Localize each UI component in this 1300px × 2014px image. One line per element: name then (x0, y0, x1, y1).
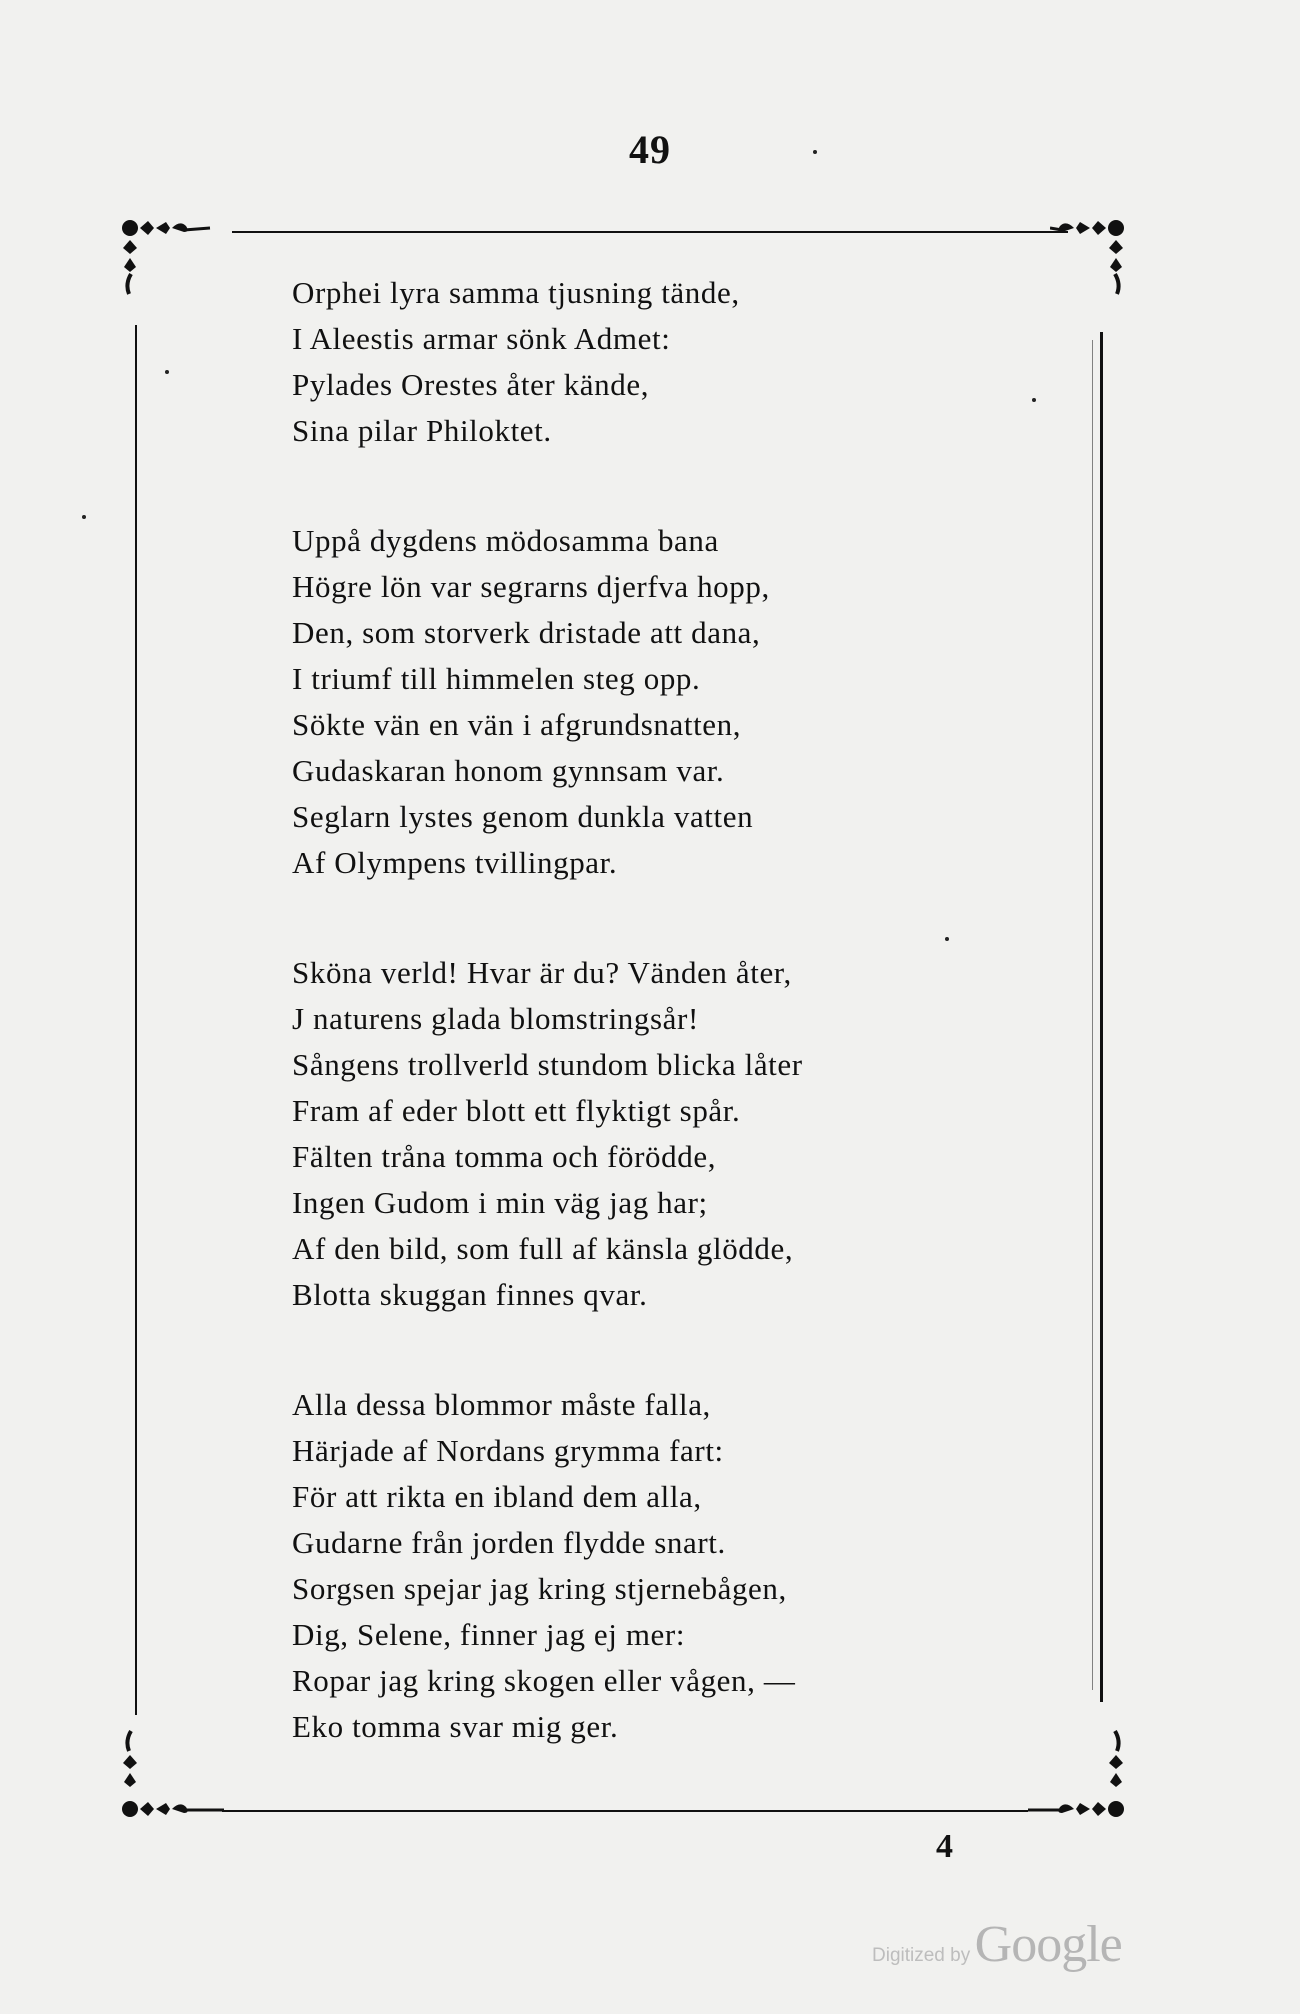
poem-line: J naturens glada blomstringsår! (292, 1001, 699, 1036)
poem-line: För att rikta en ibland dem alla, (292, 1479, 702, 1514)
poem-line: Fälten tråna tomma och förödde, (292, 1139, 717, 1174)
poem-line: Af den bild, som full af känsla glödde, (292, 1231, 794, 1266)
poem-line: Ingen Gudom i min väg jag har; (292, 1185, 708, 1220)
scan-speck (165, 370, 169, 374)
poem-line: Härjade af Nordans grymma fart: (292, 1433, 724, 1468)
digitized-label: Digitized by (872, 1945, 971, 1966)
floral-corner-bottom-left-icon (118, 1725, 228, 1835)
poem-line: Gudarne från jorden flydde snart. (292, 1525, 726, 1560)
page-number: 49 (629, 127, 671, 172)
scan-speck (813, 150, 817, 154)
poem-line: Eko tomma svar mig ger. (292, 1709, 619, 1744)
poem-line: Sångens trollverld stundom blicka låter (292, 1047, 803, 1082)
poem-line: Sköna verld! Hvar är du? Vänden åter, (292, 955, 792, 990)
scan-speck (82, 515, 86, 519)
poem-line: Sorgsen spejar jag kring stjernebågen, (292, 1571, 787, 1606)
poem-line: Gudaskaran honom gynnsam var. (292, 753, 725, 788)
poem-line: Den, som storverk dristade att dana, (292, 615, 761, 650)
top-rule (232, 231, 1068, 233)
poem-line: Alla dessa blommor måste falla, (292, 1387, 711, 1422)
poem-line: Ropar jag kring skogen eller vågen, — (292, 1663, 796, 1698)
stanza-3 (292, 950, 952, 1318)
poem-line: Sökte vän en vän i afgrundsnatten, (292, 707, 742, 742)
right-border-inner (1092, 340, 1093, 1690)
digitized-by-watermark (872, 1915, 1122, 1974)
poem-line: Högre lön var segrarns djerfva hopp, (292, 569, 770, 604)
poem-line: Orphei lyra samma tjusning tände, (292, 275, 740, 310)
poem-body (292, 270, 952, 1814)
poem-line: I triumf till himmelen steg opp. (292, 661, 701, 696)
right-border (1100, 332, 1103, 1702)
poem-line: Af Olympens tvillingpar. (292, 845, 618, 880)
stanza-1 (292, 270, 952, 454)
signature-mark: 4 (936, 1828, 953, 1865)
poem-line: Sina pilar Philoktet. (292, 413, 552, 448)
left-border (135, 325, 137, 1715)
poem-line: Pylades Orestes åter kände, (292, 367, 650, 402)
poem-line: Dig, Selene, finner jag ej mer: (292, 1617, 686, 1652)
poem-line: Uppå dygdens mödosamma bana (292, 523, 719, 558)
google-logo: Google (974, 1916, 1122, 1973)
poem-line: Seglarn lystes genom dunkla vatten (292, 799, 754, 834)
scan-speck (1032, 398, 1036, 402)
poem-line: Blotta skuggan finnes qvar. (292, 1277, 648, 1312)
stanza-4 (292, 1382, 952, 1750)
floral-corner-top-right-icon (1050, 210, 1160, 320)
poem-line: Fram af eder blott ett flyktigt spår. (292, 1093, 741, 1128)
floral-corner-bottom-right-icon (1028, 1725, 1138, 1835)
poem-line: I Aleestis armar sönk Admet: (292, 321, 671, 356)
scan-speck (945, 937, 949, 941)
floral-corner-top-left-icon (118, 210, 228, 320)
stanza-2 (292, 518, 952, 886)
